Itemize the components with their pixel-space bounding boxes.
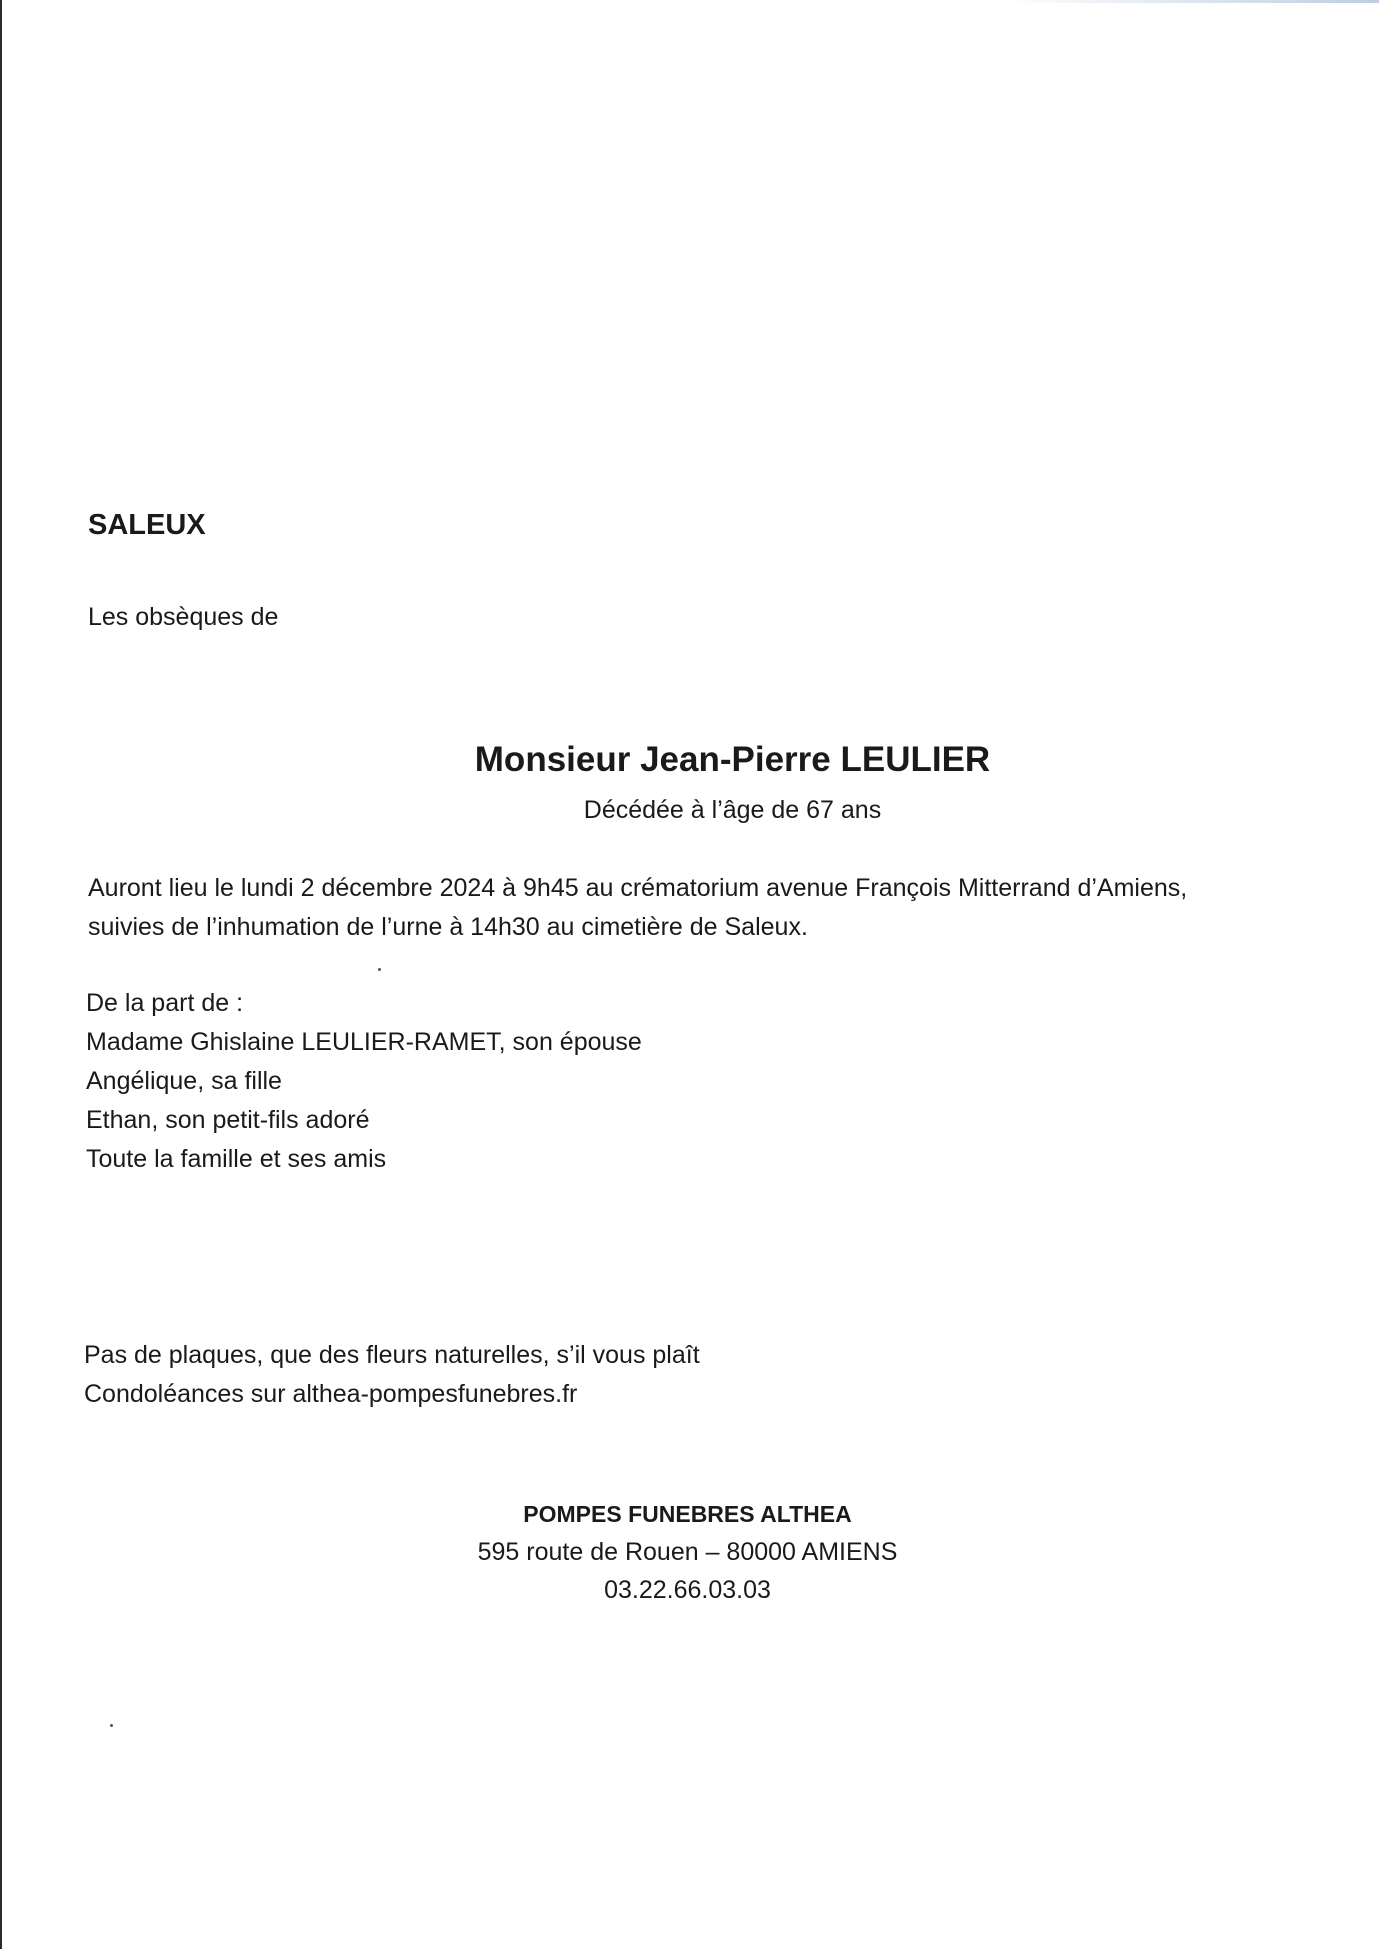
age-line: Décédée à l’âge de 67 ans: [583, 796, 882, 824]
family-member-text: Angélique, sa fille: [86, 1067, 282, 1095]
intro-text: Les obsèques de: [88, 603, 279, 631]
ceremony-line-2: suivies de l’inhumation de l’urne à 14h30 au cimetière de Saleux.: [88, 913, 808, 941]
city-heading: SALEUX: [88, 509, 206, 541]
ceremony-line-1: Auront lieu le lundi 2 décembre 2024 à 9h45 au crématorium avenue François Mitterrand d’Amiens,: [88, 874, 1188, 902]
family-member-text: Ethan, son petit-fils adoré: [86, 1106, 370, 1134]
flowers-note: Pas de plaques, que des fleurs naturelles, s’il vous plaît: [84, 1341, 700, 1369]
funeral-home-name: POMPES FUNEBRES ALTHEA: [523, 1501, 852, 1527]
funeral-home-address: 595 route de Rouen – 80000 AMIENS: [477, 1538, 898, 1566]
scan-speck: [378, 968, 381, 971]
condolences-note: Condoléances sur althea-pompesfunebres.fr: [84, 1380, 578, 1408]
family-member-text: Toute la famille et ses amis: [86, 1145, 387, 1173]
scan-speck: [110, 1724, 113, 1727]
funeral-home-phone: 03.22.66.03.03: [604, 1576, 771, 1604]
deceased-name: Monsieur Jean-Pierre LEULIER: [474, 740, 991, 779]
scan-top-edge: [1000, 0, 1379, 3]
scan-left-edge: [0, 0, 2, 1949]
from-label: De la part de :: [86, 989, 244, 1017]
family-member-text: Madame Ghislaine LEULIER-RAMET, son épouse: [86, 1028, 642, 1056]
